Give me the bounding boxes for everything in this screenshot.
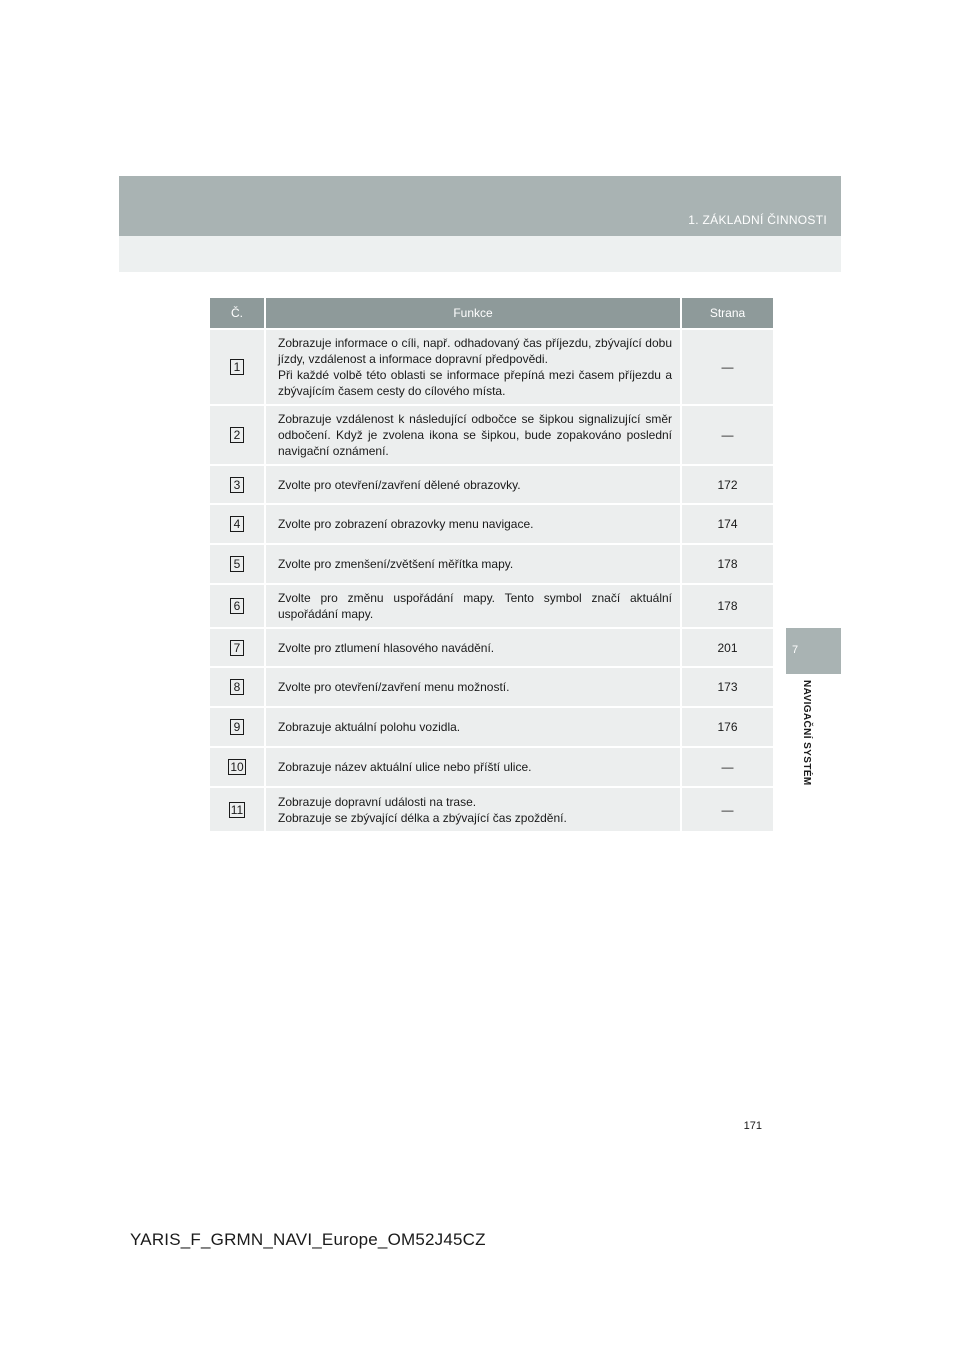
row-number-cell [210,504,265,544]
number-box: 11 [230,802,244,817]
number-box: 2 [230,427,244,443]
row-number-cell [210,405,265,465]
row-number-cell [210,584,265,628]
row-page: 176 [681,707,773,747]
row-description: Zobrazuje aktuální polohu vozidla. [265,707,681,747]
row-page: 174 [681,504,773,544]
table-row [210,544,773,584]
row-number-cell [210,329,265,405]
chapter-tab [786,628,841,674]
row-number-cell [210,787,265,831]
row-description: Zvolte pro ztlumení hlasového navádění. [265,628,681,667]
number-box: 1 [230,359,244,375]
table-row [210,465,773,504]
number-box: 4 [230,516,244,532]
row-number-cell [210,747,265,787]
number-box: 7 [230,640,244,656]
number-box: 8 [230,679,244,695]
section-title: 1. ZÁKLADNÍ ČINNOSTI [688,213,827,227]
row-page: 201 [681,628,773,667]
row-page: — [681,405,773,465]
table-header-row [210,298,773,329]
row-description: Zvolte pro změnu uspořádání mapy. Tento symbol značí aktuální uspořádání mapy. [265,584,681,628]
table-row [210,747,773,787]
row-description: Zvolte pro zobrazení obrazovky menu navigace. [265,504,681,544]
table-row [210,787,773,831]
row-number-cell [210,544,265,584]
row-description: Zvolte pro otevření/zavření menu možností. [265,667,681,707]
row-description: Zobrazuje vzdálenost k následující odbočce se šipkou signalizující směr odbočení. Když je zvolena ikona se šipkou, bude zopakováno poslední navigační oznámení. [265,405,681,465]
row-page: 173 [681,667,773,707]
row-page: — [681,787,773,831]
row-description: Zobrazuje dopravní události na trase. Zobrazuje se zbývající délka a zbývající čas zpoždění. [265,787,681,831]
number-box: 3 [230,477,244,493]
row-description: Zvolte pro zmenšení/zvětšení měřítka mapy. [265,544,681,584]
table-row [210,707,773,747]
table-row [210,504,773,544]
row-description: Zvolte pro otevření/zavření dělené obrazovky. [265,465,681,504]
row-page: — [681,747,773,787]
function-table [210,298,773,831]
row-number-cell [210,628,265,667]
column-header-page: Strana [681,298,773,329]
row-number-cell [210,465,265,504]
number-box: 5 [230,556,244,572]
number-box: 9 [230,719,244,735]
row-number-cell [210,707,265,747]
header-band [119,176,841,236]
number-box: 10 [230,760,244,774]
number-box: 6 [230,598,244,614]
table-row [210,405,773,465]
table-row [210,584,773,628]
table-row [210,329,773,405]
row-number-cell [210,667,265,707]
row-description: Zobrazuje název aktuální ulice nebo příští ulice. [265,747,681,787]
table-row [210,667,773,707]
row-page: 178 [681,584,773,628]
page-number: 171 [743,1120,762,1132]
column-header-function: Funkce [265,298,681,329]
row-page: — [681,329,773,405]
table-row [210,628,773,667]
row-description: Zobrazuje informace o cíli, např. odhadovaný čas příjezdu, zbývající dobu jízdy, vzdálenost a informace dopravní předpovědi. Při každé volbě této oblasti se informace přepíná mezi časem příjezdu a zbývajícím časem cesty do cílového místa. [265,329,681,405]
document-code: YARIS_F_GRMN_NAVI_Europe_OM52J45CZ [130,1230,486,1249]
column-header-number: Č. [210,298,265,329]
chapter-number: 7 [792,644,799,656]
row-page: 172 [681,465,773,504]
chapter-label: NAVIGAČNÍ SYSTÉM [801,680,812,786]
row-page: 178 [681,544,773,584]
header-band-lower [119,236,841,272]
